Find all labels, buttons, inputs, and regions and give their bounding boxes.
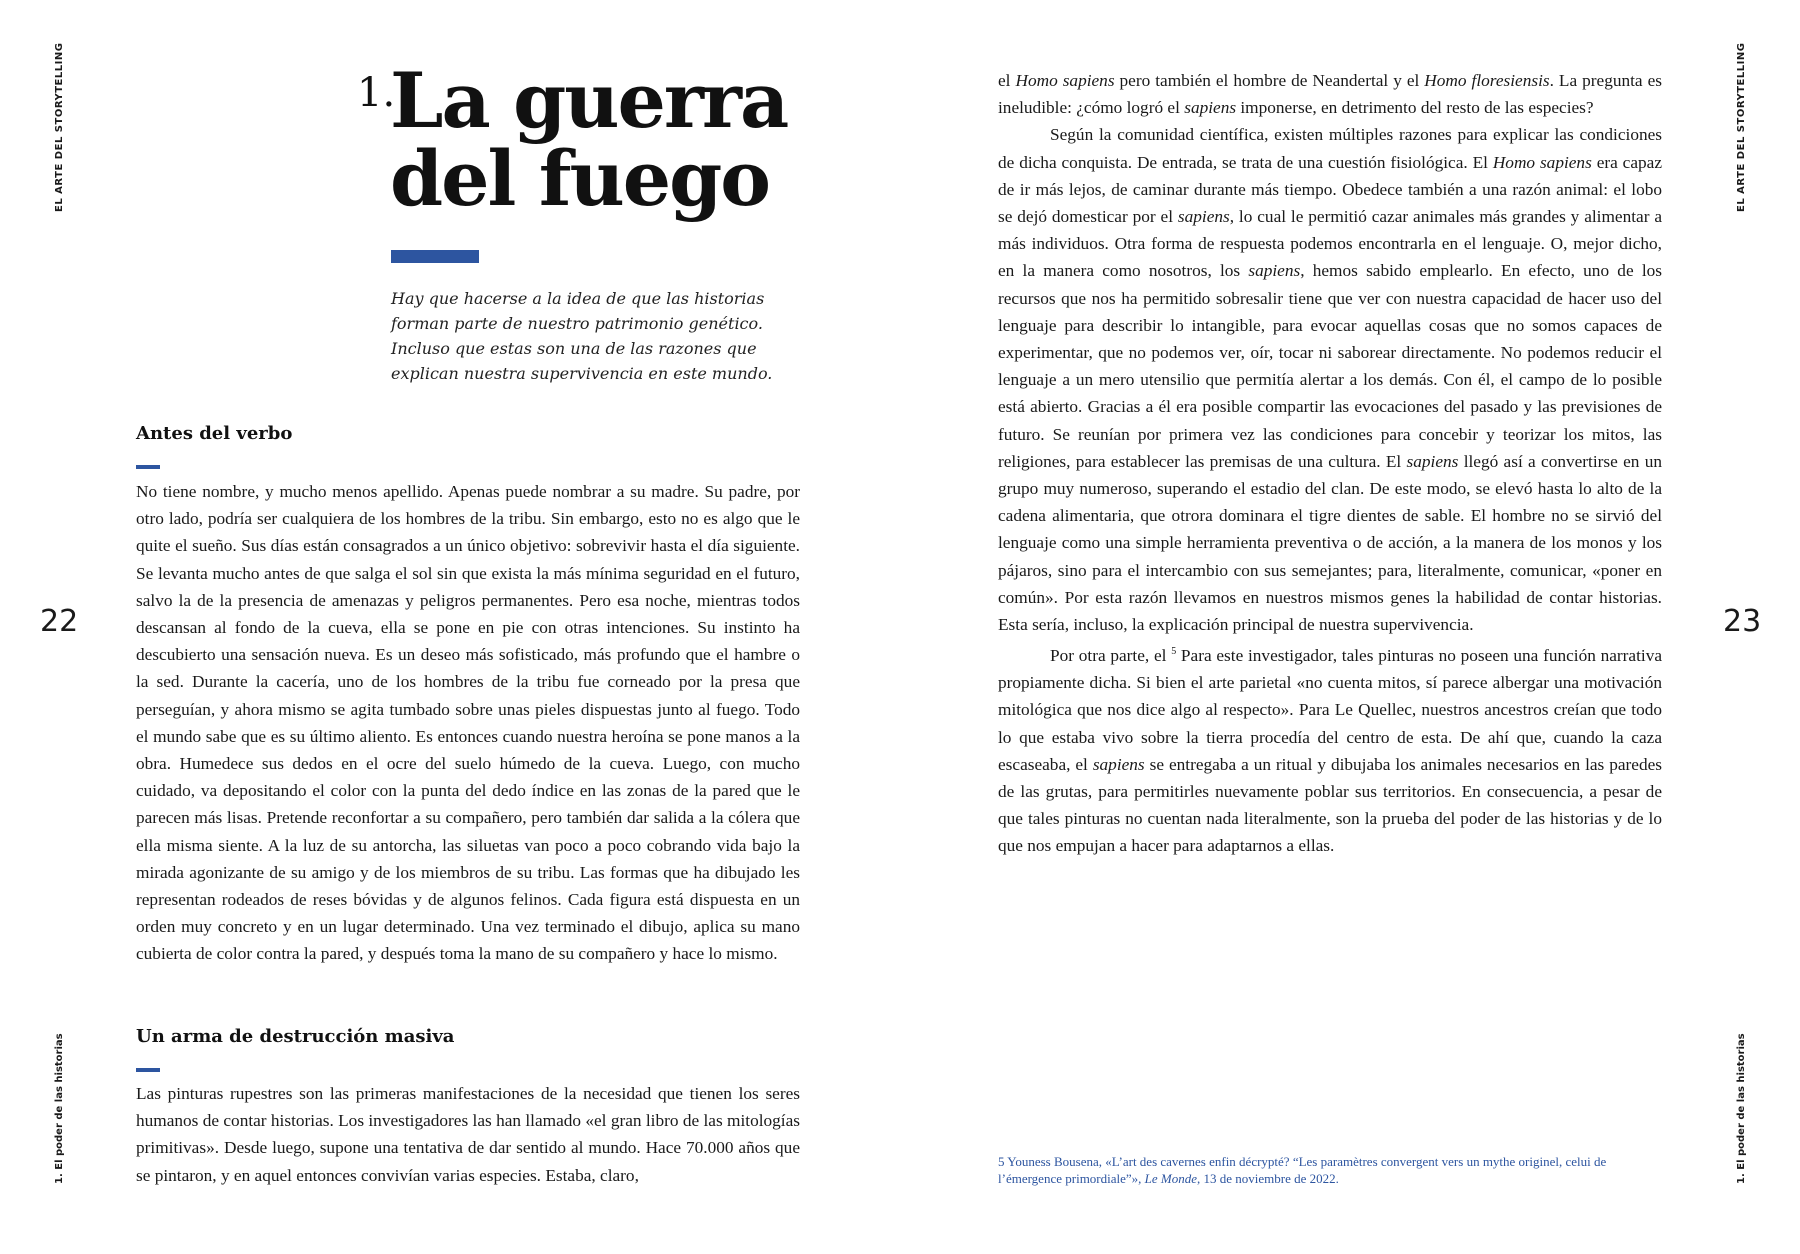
section-heading-rule [136, 1068, 160, 1072]
section-heading-antes-del-verbo: Antes del verbo [136, 423, 293, 444]
chapter-title-line-1: La guerra [390, 56, 788, 145]
page-number-left: 22 [40, 604, 79, 639]
body-paragraph: Según la comunidad científica, existen múltiples razones para explicar las condiciones de dicha conquista. De entrada, se trata de una cuestión fisiológica. El Homo sapiens era capaz de ir más lejos, de caminar durante más tiempo. Obedece también a una razón animal: el lobo se dejó domesticar por el sapiens, lo cual le permitió cazar animales más grandes y alimentar a más individuos. Otra forma de respuesta podemos encontrarla en el lenguaje. O, mejor dicho, en la manera como nosotros, los sapiens, hemos sabido emplearlo. En efecto, uno de los recursos que nos ha permitido sobresalir tiene que ver con nuestra capacidad de hacer uso del lenguaje para describir lo intangible, para evocar aquellas cosas que no somos capaces de experimentar, que no podemos ver, oír, tocar ni saborear directamente. No podemos reducir el lenguaje a un mero utensilio que permitía alertar a los demás. Con él, el campo de lo posible está abierto. Gracias a él era posible compartir las evocaciones del pasado y las previsiones de futuro. Se reunían por primera vez las condiciones para concebir y teorizar los mitos, las religiones, para establecer las premisas de una cultura. El sapiens llegó así a convertirse en un grupo muy numeroso, superando el estadio del clan. De este modo, se elevó hasta lo alto de la cadena alimentaria, que otrora dominara el tigre dientes de sable. El hombre no se sirvió del lenguaje como una simple herramienta preventiva o de acción, a la manera de los monos y los pájaros, sino para el intercambio con sus semejantes; para, literalmente, comunicar, «poner en común». Por esta razón llevamos en nuestros mismos genes la habilidad de contar historias. Esta sería, incluso, la explicación principal de nuestra supervivencia. [998, 125, 1663, 635]
section-antes-del-verbo-body [136, 478, 800, 968]
chapter-title-line-2: del fuego [390, 134, 769, 223]
body-paragraph: No tiene nombre, y mucho menos apellido. Apenas puede nombrar a su madre. Su padre, por otro lado, podría ser cualquiera de los hombres de la tribu. Sin embargo, esto no es algo que le quite el sueño. Sus días están consagrados a un único objetivo: sobrevivir hasta el día siguiente. Se levanta mucho antes de que salga el sol sin que exista la más mínima seguridad en el futuro, salvo la de la presencia de amenazas y peligros permanentes. Pero esa noche, mientras todos descansan al fondo de la cueva, ella se pone en pie con otras intenciones. Su instinto ha descubierto una sensación nueva. Es un deseo más sofisticado, más profundo que el hambre o la sed. Durante la cacería, uno de los hombres de la tribu fue corneado por la presa que perseguían, y ahora mismo se agita tumbado sobre unas pieles dispuestas junto al fuego. Todo el mundo sabe que es su último aliento. Es entonces cuando nuestra heroína se pone manos a la obra. Humedece sus dedos en el ocre del suelo húmedo de la cueva. Luego, con mucho cuidado, va depositando el color con la punta del dedo índice en las zonas de la pared que le parecen más lisas. Pretende reconfortar a su compañero, pero también dar salida a la cólera que ella misma siente. A la luz de su antorcha, las siluetas van poco a poco cobrando vida bajo la mirada agonizante de su amigo y de los miembros de su tribu. Las formas que ha dibujado les representan rodeados de reses bóvidas y de algunos felinos. Cada figura está dispuesta en un orden muy concreto y en un lugar determinado. Una vez terminado el dibujo, aplica su mano cubierta de color contra la pared, y después toma la mano de su compañero y hace lo mismo. [136, 482, 800, 964]
running-head-left: EL ARTE DEL STORYTELLING [54, 42, 65, 212]
body-paragraph: Por otra parte, el $^5$ Para este investigador, tales pinturas no poseen una función narrativa propiamente dicha. Si bien el arte parietal «no cuenta mitos, sí parece albergar una motivación mitológica que nos dice algo al respecto». Para Le Quellec, nuestros ancestros creían que todo lo que estaba vivo sobre la tierra procedía del centro de esta. De ahí que, cuando la caza escaseaba, el sapiens se entregaba a un ritual y dibujaba los animales necesarios en las paredes de las grutas, para permitirles nuevamente poblar sus territorios. En consecuencia, a pesar de que tales pinturas no cuentan nada literalmente, son la prueba del poder de las historias y de lo que nos empujan a hacer para adaptarnos a ellas. [998, 646, 1663, 856]
body-paragraph: Las pinturas rupestres son las primeras manifestaciones de la necesidad que tienen los seres humanos de contar historias. Los investigadores las han llamado «el gran libro de las mitologías primitivas». Desde luego, supone una tentativa de dar sentido al mundo. Hace 70.000 años que se pintaron, y en aquel entonces convivían varias especies. Estaba, claro, [136, 1084, 800, 1185]
right-page-body [998, 67, 1662, 860]
chapter-number: 1. [357, 70, 396, 116]
body-paragraph: el Homo sapiens pero también el hombre de Neandertal y el Homo floresiensis. La pregunta es ineludible: ¿cómo logró el sapiens imponerse, en detrimento del resto de las especies? [998, 71, 1662, 118]
section-heading-arma-destruccion: Un arma de destrucción masiva [136, 1026, 455, 1047]
running-foot-right: 1. El poder de las historias [1736, 1033, 1747, 1184]
section-heading-rule [136, 465, 160, 469]
page-number-right: 23 [1723, 604, 1762, 639]
running-foot-left: 1. El poder de las historias [54, 1033, 65, 1184]
chapter-epigraph: Hay que hacerse a la idea de que las historias forman parte de nuestro patrimonio genético. Incluso que estas son una de las razones que explican nuestra supervivencia en este mundo. [391, 289, 773, 383]
chapter-title [390, 56, 810, 223]
section-arma-destruccion-body [136, 1080, 800, 1189]
footnote: 5 Youness Bousena, «L’art des cavernes enfin décrypté? “Les paramètres convergent vers un mythe originel, celui de l’émergence primordiale”», Le Monde, 13 de noviembre de 2022. [998, 1154, 1607, 1186]
running-head-right: EL ARTE DEL STORYTELLING [1736, 42, 1747, 212]
title-accent-rule [391, 250, 479, 263]
footnote-reference: 5 [1171, 646, 1177, 658]
